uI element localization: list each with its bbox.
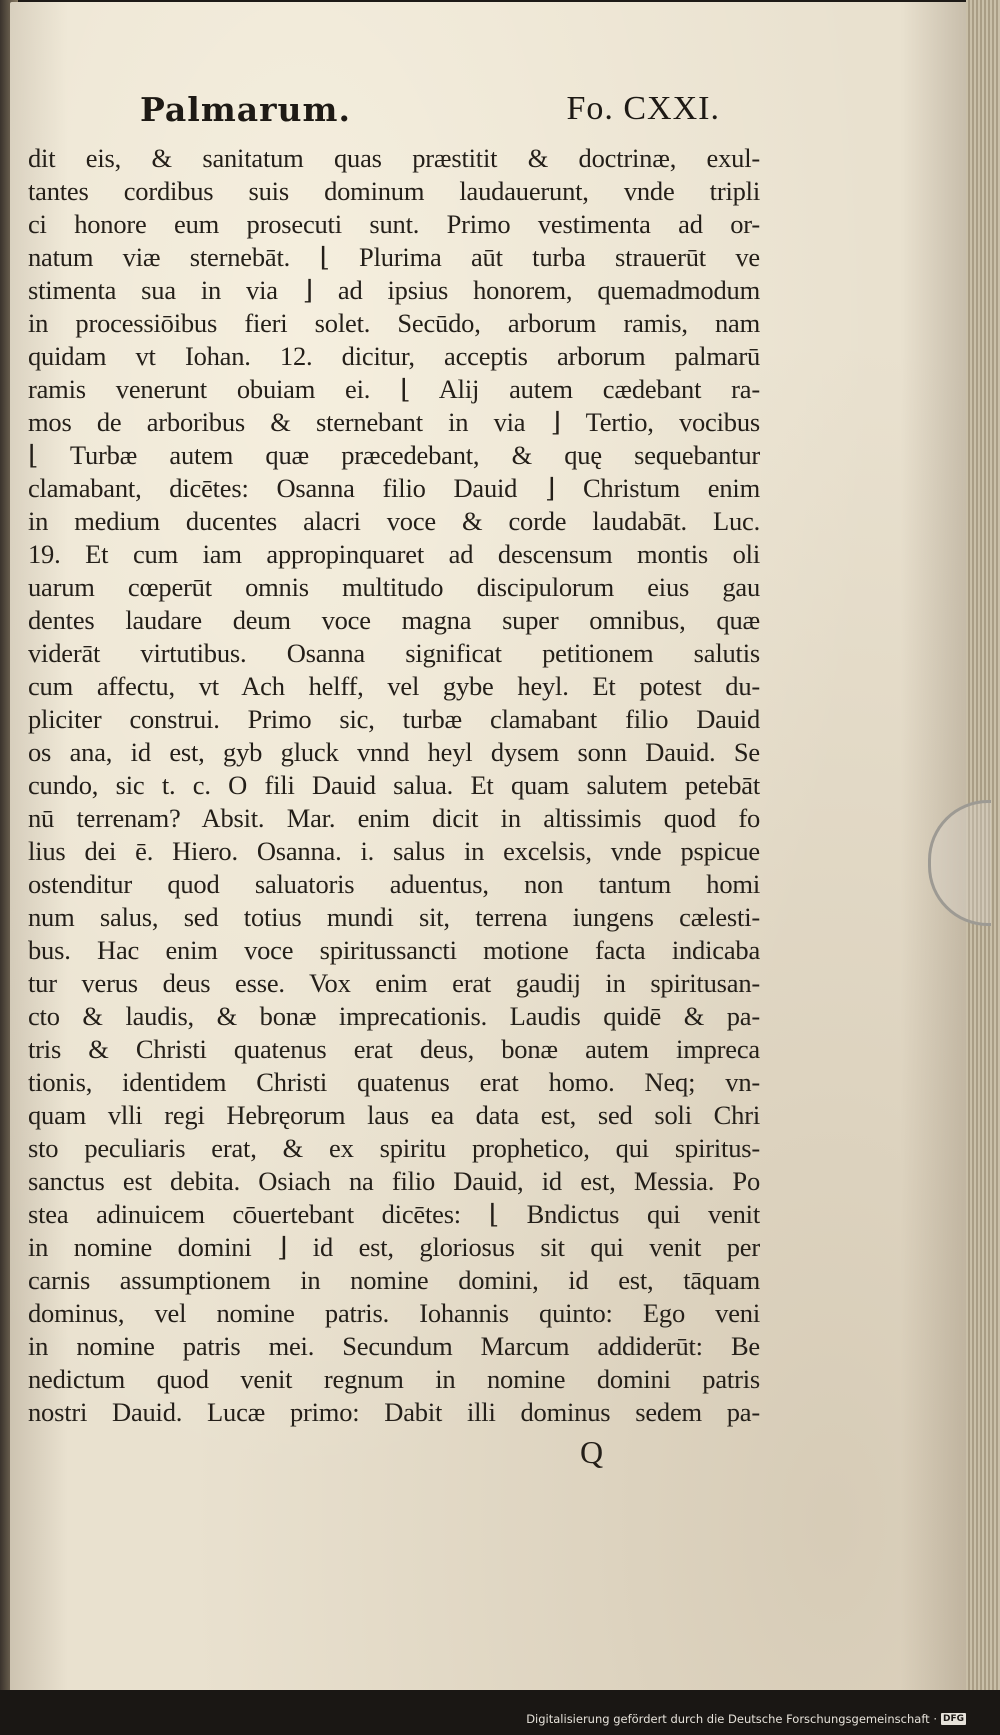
dfg-logo: DFG xyxy=(942,1714,964,1724)
text-line: in nomine domini ⌋ id est, gloriosus sit qui venit per xyxy=(28,1232,760,1262)
digitization-credit xyxy=(526,1712,966,1726)
text-line: tionis, identidem Christi quatenus erat homo. Neq; vn- xyxy=(28,1067,760,1097)
text-line: dentes laudare deum voce magna super omnibus, quæ xyxy=(28,605,760,635)
book-page xyxy=(10,2,978,1692)
text-line: mos de arboribus & sternebant in via ⌋ Tertio, vocibus xyxy=(28,407,760,437)
text-line: nū terrenam? Absit. Mar. enim dicit in altissimis quod fo xyxy=(28,803,760,833)
text-line: clamabant, dicētes: Osanna filio Dauid ⌋ Christum enim xyxy=(28,473,760,503)
text-line: tur verus deus esse. Vox enim erat gaudij in spiritusan- xyxy=(28,968,760,998)
text-line: natum viæ sternebāt. ⌊ Plurima aūt turba strauerūt ve xyxy=(28,242,760,272)
text-line: ostenditur quod saluatoris aduentus, non tantum homi xyxy=(28,869,760,899)
text-line: nedictum quod venit regnum in nomine domini patris xyxy=(28,1364,760,1394)
text-line: carnis assumptionem in nomine domini, id est, tāquam xyxy=(28,1265,760,1295)
text-line: tantes cordibus suis dominum laudauerunt, vnde tripli xyxy=(28,176,760,206)
text-line: cum affectu, vt Ach helff, vel gybe heyl. Et potest du- xyxy=(28,671,760,701)
credit-text: Digitalisierung gefördert durch die Deutsche Forschungsgemeinschaft · xyxy=(526,1712,937,1726)
text-line: sanctus est debita. Osiach na filio Dauid, id est, Messia. Po xyxy=(28,1166,760,1196)
page-header xyxy=(140,90,720,134)
text-line: ramis venerunt obuiam ei. ⌊ Alij autem cædebant ra- xyxy=(28,374,760,404)
text-line: ci honore eum prosecuti sunt. Primo vestimenta ad or- xyxy=(28,209,760,239)
text-line: ⌊ Turbæ autem quæ præcedebant, & quę sequebantur xyxy=(28,440,760,470)
text-line: quidam vt Iohan. 12. dicitur, acceptis arborum palmarū xyxy=(28,341,760,371)
text-line: stimenta sua in via ⌋ ad ipsius honorem, quemadmodum xyxy=(28,275,760,305)
text-line: uarum cœperūt omnis multitudo discipulorum eius gau xyxy=(28,572,760,602)
text-line: lius dei ē. Hiero. Osanna. i. salus in excelsis, vnde pspicue xyxy=(28,836,760,866)
folio-number: Fo. CXXI. xyxy=(566,90,720,127)
text-line: 19. Et cum iam appropinquaret ad descensum montis oli xyxy=(28,539,760,569)
text-line: in medium ducentes alacri voce & corde laudabāt. Luc. xyxy=(28,506,760,536)
text-line: cto & laudis, & bonæ imprecationis. Laudis quidē & pa- xyxy=(28,1001,760,1031)
text-line: cundo, sic t. c. O fili Dauid salua. Et quam salutem petebāt xyxy=(28,770,760,800)
catchword: Q xyxy=(580,1434,604,1470)
text-line: tris & Christi quatenus erat deus, bonæ autem impreca xyxy=(28,1034,760,1064)
text-line: in nomine patris mei. Secundum Marcum addiderūt: Be xyxy=(28,1331,760,1361)
text-line: pliciter construi. Primo sic, turbæ clamabant filio Dauid xyxy=(28,704,760,734)
text-line: dominus, vel nomine patris. Iohannis quinto: Ego veni xyxy=(28,1298,760,1328)
running-title: Palmarum. xyxy=(140,90,351,129)
text-line: dit eis, & sanitatum quas præstitit & doctrinæ, exul- xyxy=(28,143,760,173)
text-line: sto peculiaris erat, & ex spiritu prophetico, qui spiritus- xyxy=(28,1133,760,1163)
text-line: quam vlli regi Hebręorum laus ea data est, sed soli Chri xyxy=(28,1100,760,1130)
text-line: stea adinuicem cōuertebant dicētes: ⌊ Bndictus qui venit xyxy=(28,1199,760,1229)
body-text xyxy=(28,142,760,1429)
text-line: in processiōibus fieri solet. Secūdo, arborum ramis, nam xyxy=(28,308,760,338)
text-line: bus. Hac enim voce spiritussancti motione facta indicaba xyxy=(28,935,760,965)
text-line: nostri Dauid. Lucæ primo: Dabit illi dominus sedem pa- xyxy=(28,1397,760,1427)
text-line: os ana, id est, gyb gluck vnnd heyl dysem sonn Dauid. Se xyxy=(28,737,760,767)
text-line: viderāt virtutibus. Osanna significat petitionem salutis xyxy=(28,638,760,668)
text-line: num salus, sed totius mundi sit, terrena iungens cælesti- xyxy=(28,902,760,932)
